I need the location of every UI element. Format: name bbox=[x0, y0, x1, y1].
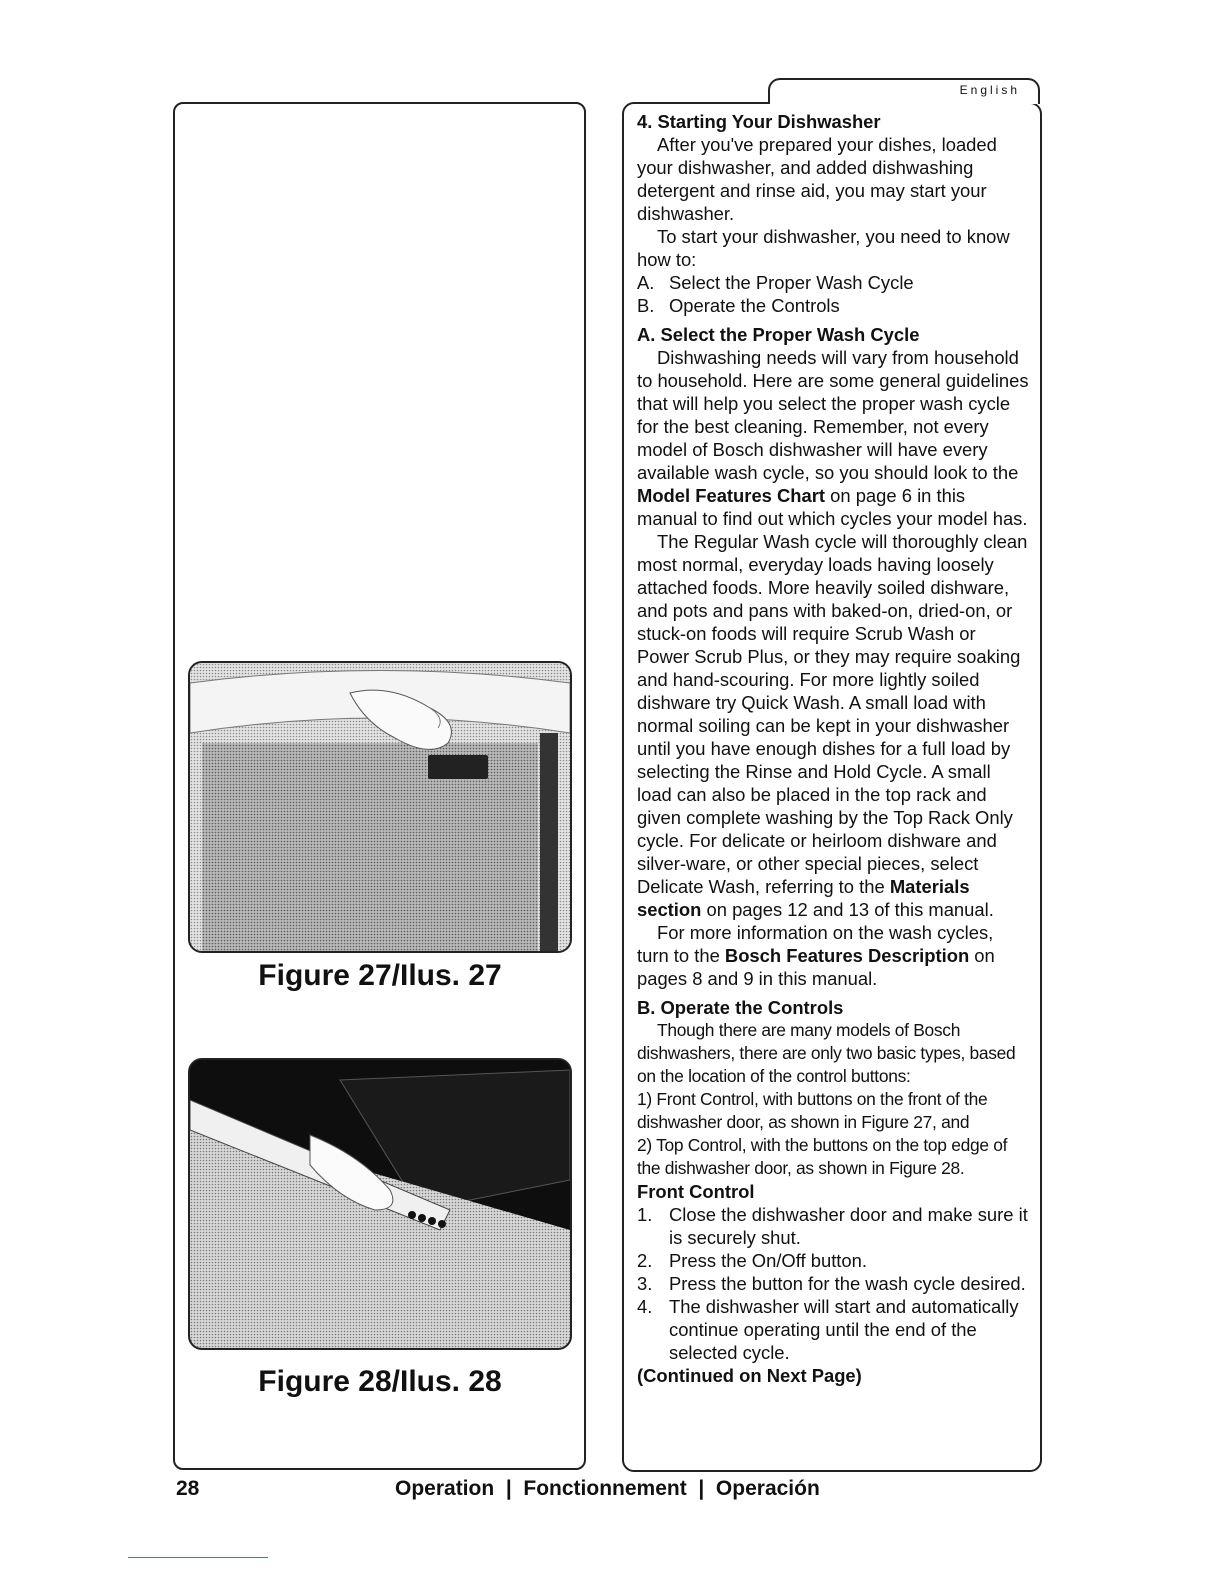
language-label: English bbox=[959, 83, 1020, 97]
section-a-heading: A. Select the Proper Wash Cycle bbox=[637, 324, 920, 345]
step-text: Close the dishwasher door and make sure it is securely shut. bbox=[669, 1204, 1028, 1248]
footer-rule bbox=[128, 1557, 268, 1558]
figure-28-caption: Figure 28/Ilus. 28 bbox=[258, 1365, 502, 1398]
section-b-paragraph-1: Though there are many models of Bosch dishwashers, there are only two basic types, based on the location of the control buttons: bbox=[637, 1020, 1016, 1086]
features-description-ref: Bosch Features Description bbox=[724, 945, 970, 966]
list-text: Select the Proper Wash Cycle bbox=[669, 272, 914, 293]
list-marker: A. bbox=[637, 272, 655, 293]
front-control-heading: Front Control bbox=[637, 1181, 755, 1202]
step-item bbox=[637, 1295, 1029, 1364]
section-4-paragraph-2: To start your dishwasher, you need to know how to: bbox=[637, 226, 1010, 270]
section-a-paragraph-1: Dishwashing needs will vary from household to household. Here are some general guidelines that will help you select the proper wash cycle for the best cleaning. Remember, not every model of Bosch dishwasher will have every available wash cycle, so you should look to the Model Features Chart on page 6 in this manual to find out which cycles your model has. bbox=[637, 347, 1029, 529]
step-text: Press the button for the wash cycle desired. bbox=[669, 1273, 1026, 1294]
section-4-paragraph-1: After you've prepared your dishes, loaded your dishwasher, and added dishwashing detergent and rinse aid, you may start your dishwasher. bbox=[637, 134, 997, 224]
step-number: 1. bbox=[637, 1204, 653, 1225]
section-b-heading: B. Operate the Controls bbox=[637, 997, 844, 1018]
page-number: 28 bbox=[176, 1477, 200, 1500]
section-a-paragraph-3: For more information on the wash cycles, turn to the Bosch Features Description on pages 8 and 9 in this manual. bbox=[637, 922, 995, 989]
list-item bbox=[637, 271, 1029, 294]
step-number: 3. bbox=[637, 1273, 653, 1294]
list-text: Operate the Controls bbox=[669, 295, 840, 316]
section-4-heading: 4. Starting Your Dishwasher bbox=[637, 111, 881, 132]
continued-note: (Continued on Next Page) bbox=[637, 1365, 862, 1386]
figure-28-illustration bbox=[188, 1058, 572, 1350]
step-item bbox=[637, 1249, 1029, 1272]
section-a-paragraph-2: The Regular Wash cycle will thoroughly clean most normal, everyday loads having loosely attached foods. More heavily soiled dishware, and pots and pans with baked-on, dried-on, or stuck-on foods will require Scrub Wash or Power Scrub Plus, or they may require soaking and hand-scouring. For more lightly soiled dishware try Quick Wash. A small load with normal soiling can be kept in your dishwasher until you have enough dishes for a full load by selecting the Rinse and Hold Cycle. A small load can also be placed in the top rack and given complete washing by the Top Rack Only cycle. For delicate or heirloom dishware and silver-ware, or other special pieces, select Delicate Wash, referring to the Materials section on pages 12 and 13 of this manual. bbox=[637, 531, 1028, 920]
figure-27-caption: Figure 27/Ilus. 27 bbox=[258, 959, 502, 992]
list-marker: B. bbox=[637, 295, 655, 316]
model-features-chart-ref: Model Features Chart bbox=[637, 485, 826, 506]
instructions-text bbox=[637, 110, 1029, 1387]
section-b-paragraph-3: 2) Top Control, with the buttons on the top edge of the dishwasher door, as shown in Figure 28. bbox=[637, 1135, 1008, 1178]
materials-section-ref: Materials section bbox=[637, 876, 970, 920]
step-item bbox=[637, 1203, 1029, 1249]
step-text: The dishwasher will start and automatically continue operating until the end of the selected cycle. bbox=[669, 1296, 1019, 1363]
step-number: 4. bbox=[637, 1296, 653, 1317]
dishwasher-top-control-drawing bbox=[190, 1060, 570, 1348]
footer-section-title: Operation | Fonctionnement | Operación bbox=[395, 1477, 820, 1500]
step-item bbox=[637, 1272, 1029, 1295]
list-item bbox=[637, 294, 1029, 317]
step-text: Press the On/Off button. bbox=[669, 1250, 867, 1271]
language-tab bbox=[768, 78, 1040, 104]
dishwasher-front-control-drawing bbox=[190, 663, 570, 951]
figure-27-illustration bbox=[188, 661, 572, 953]
step-number: 2. bbox=[637, 1250, 653, 1271]
section-b-paragraph-2: 1) Front Control, with buttons on the front of the dishwasher door, as shown in Figure 27, and bbox=[637, 1089, 988, 1132]
